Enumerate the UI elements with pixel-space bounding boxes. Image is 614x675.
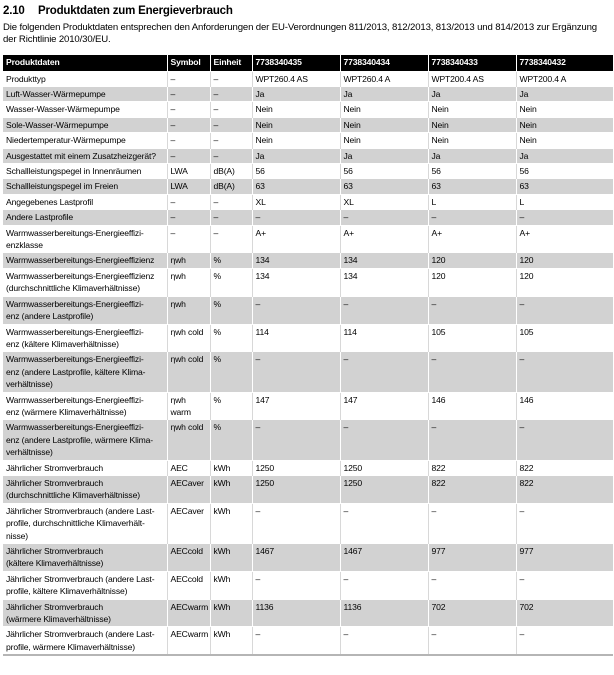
product-value-3: 977 xyxy=(428,544,516,572)
product-value-4: – xyxy=(516,210,613,225)
product-value-1: – xyxy=(252,571,340,599)
product-row-label: Produkttyp xyxy=(3,71,167,86)
product-value-4: – xyxy=(516,503,613,543)
table-body xyxy=(3,71,613,655)
product-value-1: 63 xyxy=(252,179,340,194)
product-value-4: 977 xyxy=(516,544,613,572)
product-value-3: 120 xyxy=(428,253,516,268)
product-value-2: 147 xyxy=(340,392,428,420)
product-value-2: WPT260.4 A xyxy=(340,71,428,86)
product-value-2: – xyxy=(340,503,428,543)
table-row xyxy=(3,148,613,163)
product-value-1: Nein xyxy=(252,117,340,132)
product-value-1: 114 xyxy=(252,324,340,352)
product-row-label: Ausgestattet mit einem Zusatzheizgerät? xyxy=(3,148,167,163)
product-row-symbol: AECcold xyxy=(167,571,210,599)
product-row-label: Warmwasserbereitungs-Energieeffizi- enz (andere Lastprofile) xyxy=(3,296,167,324)
product-value-2: 1250 xyxy=(340,475,428,503)
product-value-3: – xyxy=(428,352,516,392)
product-row-unit: – xyxy=(210,194,252,209)
product-value-1: – xyxy=(252,420,340,460)
product-value-1: Nein xyxy=(252,133,340,148)
product-value-1: Ja xyxy=(252,87,340,102)
product-row-unit: % xyxy=(210,420,252,460)
product-value-3: – xyxy=(428,627,516,655)
product-value-2: 134 xyxy=(340,253,428,268)
product-row-unit: – xyxy=(210,117,252,132)
product-row-label: Angegebenes Lastprofil xyxy=(3,194,167,209)
table-row xyxy=(3,571,613,599)
product-value-3: 702 xyxy=(428,599,516,627)
product-row-symbol: ηwh xyxy=(167,296,210,324)
product-row-symbol: AEC xyxy=(167,460,210,475)
product-value-3: – xyxy=(428,503,516,543)
product-row-symbol: – xyxy=(167,133,210,148)
product-value-1: – xyxy=(252,352,340,392)
product-value-3: – xyxy=(428,420,516,460)
product-value-3: Ja xyxy=(428,148,516,163)
product-value-2: 134 xyxy=(340,268,428,296)
product-row-symbol: AECwarm xyxy=(167,599,210,627)
product-row-label: Andere Lastprofile xyxy=(3,210,167,225)
product-value-3: 146 xyxy=(428,392,516,420)
product-value-2: 1250 xyxy=(340,460,428,475)
product-value-4: 56 xyxy=(516,164,613,179)
table-row xyxy=(3,475,613,503)
product-value-2: Ja xyxy=(340,87,428,102)
product-row-label: Jährlicher Stromverbrauch (andere Last- profile, durchschnittliche Klimaverhält- nisse) xyxy=(3,503,167,543)
product-row-label: Jährlicher Stromverbrauch (durchschnittliche Klimaverhältnisse) xyxy=(3,475,167,503)
product-value-4: 120 xyxy=(516,268,613,296)
table-row xyxy=(3,102,613,117)
product-data-table xyxy=(3,55,613,657)
table-header-row xyxy=(3,55,613,72)
table-row xyxy=(3,253,613,268)
product-row-unit: kWh xyxy=(210,571,252,599)
product-value-3: 120 xyxy=(428,268,516,296)
product-value-4: – xyxy=(516,571,613,599)
product-row-unit: – xyxy=(210,148,252,163)
table-row xyxy=(3,627,613,655)
product-row-symbol: – xyxy=(167,148,210,163)
intro-paragraph: Die folgenden Produktdaten entsprechen den Anforderungen der EU-Verordnungen 811/2013, 812/2013, 813/2013 und 814/2013 zur Ergänzung der Richtlinie 2010/30/EU. xyxy=(3,22,597,45)
product-row-unit: % xyxy=(210,268,252,296)
product-row-unit: – xyxy=(210,210,252,225)
product-value-1: A+ xyxy=(252,225,340,253)
product-row-symbol: AECaver xyxy=(167,475,210,503)
product-value-2: 1136 xyxy=(340,599,428,627)
product-value-3: – xyxy=(428,571,516,599)
product-value-1: Ja xyxy=(252,148,340,163)
product-row-label: Wasser-Wasser-Wärmepumpe xyxy=(3,102,167,117)
product-value-1: – xyxy=(252,503,340,543)
product-value-2: A+ xyxy=(340,225,428,253)
product-value-1: – xyxy=(252,210,340,225)
product-value-1: 1136 xyxy=(252,599,340,627)
product-row-symbol: AECwarm xyxy=(167,627,210,655)
product-value-4: Nein xyxy=(516,102,613,117)
product-value-2: 114 xyxy=(340,324,428,352)
product-value-2: XL xyxy=(340,194,428,209)
product-value-1: 147 xyxy=(252,392,340,420)
product-row-unit: – xyxy=(210,133,252,148)
product-row-symbol: ηwh cold xyxy=(167,324,210,352)
product-row-label: Schallleistungspegel in Innenräumen xyxy=(3,164,167,179)
page-title: Produktdaten zum Energieverbrauch xyxy=(38,5,233,17)
section-heading xyxy=(3,5,612,17)
product-row-unit: – xyxy=(210,87,252,102)
product-value-4: WPT200.4 A xyxy=(516,71,613,86)
product-row-label: Jährlicher Stromverbrauch (andere Last- profile, wärmere Klimaverhältnisse) xyxy=(3,627,167,655)
product-value-2: 63 xyxy=(340,179,428,194)
product-value-2: – xyxy=(340,296,428,324)
col-header-symbol: Symbol xyxy=(167,55,210,72)
product-row-label: Warmwasserbereitungs-Energieeffizi- enz (andere Lastprofile, kältere Klima- verhältnisse) xyxy=(3,352,167,392)
product-row-unit: % xyxy=(210,296,252,324)
product-row-label: Jährlicher Stromverbrauch xyxy=(3,460,167,475)
product-row-label: Warmwasserbereitungs-Energieeffizi- enz (kältere Klimaverhältnisse) xyxy=(3,324,167,352)
product-row-symbol: – xyxy=(167,87,210,102)
product-value-3: – xyxy=(428,210,516,225)
table-row xyxy=(3,324,613,352)
product-row-symbol: ηwh cold xyxy=(167,420,210,460)
product-row-unit: kWh xyxy=(210,475,252,503)
product-row-symbol: ηwh xyxy=(167,253,210,268)
product-row-unit: kWh xyxy=(210,503,252,543)
product-row-symbol: AECaver xyxy=(167,503,210,543)
product-value-2: Nein xyxy=(340,102,428,117)
product-value-4: A+ xyxy=(516,225,613,253)
product-value-4: L xyxy=(516,194,613,209)
product-row-label: Warmwasserbereitungs-Energieeffizi- enz (wärmere Klimaverhältnisse) xyxy=(3,392,167,420)
table-row xyxy=(3,71,613,86)
product-value-4: 120 xyxy=(516,253,613,268)
table-row xyxy=(3,87,613,102)
product-value-2: 56 xyxy=(340,164,428,179)
product-row-symbol: LWA xyxy=(167,179,210,194)
col-header-article-1: 7738340435 xyxy=(252,55,340,72)
product-row-label: Warmwasserbereitungs-Energieeffizi- enzklasse xyxy=(3,225,167,253)
product-row-symbol: – xyxy=(167,225,210,253)
table-row xyxy=(3,352,613,392)
product-row-symbol: AECcold xyxy=(167,544,210,572)
product-row-symbol: – xyxy=(167,117,210,132)
product-value-1: 1250 xyxy=(252,460,340,475)
product-row-label: Warmwasserbereitungs-Energieeffizi- enz (andere Lastprofile, wärmere Klima- verhältnisse) xyxy=(3,420,167,460)
product-value-3: – xyxy=(428,296,516,324)
product-row-label: Niedertemperatur-Wärmepumpe xyxy=(3,133,167,148)
product-value-4: – xyxy=(516,296,613,324)
col-header-article-3: 7738340433 xyxy=(428,55,516,72)
product-row-unit: kWh xyxy=(210,599,252,627)
product-value-3: Ja xyxy=(428,87,516,102)
product-value-4: 822 xyxy=(516,475,613,503)
product-row-unit: % xyxy=(210,324,252,352)
product-row-unit: dB(A) xyxy=(210,164,252,179)
product-row-symbol: ηwh warm xyxy=(167,392,210,420)
product-row-symbol: – xyxy=(167,102,210,117)
product-row-symbol: – xyxy=(167,194,210,209)
product-value-2: – xyxy=(340,571,428,599)
product-row-label: Jährlicher Stromverbrauch (wärmere Klimaverhältnisse) xyxy=(3,599,167,627)
product-value-2: Nein xyxy=(340,117,428,132)
product-value-1: Nein xyxy=(252,102,340,117)
product-value-3: WPT200.4 AS xyxy=(428,71,516,86)
table-row xyxy=(3,392,613,420)
product-value-1: – xyxy=(252,296,340,324)
product-value-3: L xyxy=(428,194,516,209)
product-row-unit: kWh xyxy=(210,627,252,655)
product-value-4: 63 xyxy=(516,179,613,194)
product-value-1: 134 xyxy=(252,268,340,296)
product-value-4: – xyxy=(516,627,613,655)
product-value-4: 822 xyxy=(516,460,613,475)
table-row xyxy=(3,210,613,225)
product-value-3: 822 xyxy=(428,475,516,503)
product-row-label: Jährlicher Stromverbrauch (andere Last- profile, kältere Klimaverhältnisse) xyxy=(3,571,167,599)
product-value-3: A+ xyxy=(428,225,516,253)
table-row xyxy=(3,268,613,296)
product-value-3: 105 xyxy=(428,324,516,352)
product-row-label: Sole-Wasser-Wärmepumpe xyxy=(3,117,167,132)
product-value-4: Nein xyxy=(516,133,613,148)
product-row-unit: – xyxy=(210,71,252,86)
product-value-2: – xyxy=(340,627,428,655)
product-value-4: 105 xyxy=(516,324,613,352)
product-row-label: Luft-Wasser-Wärmepumpe xyxy=(3,87,167,102)
product-row-label: Schallleistungspegel im Freien xyxy=(3,179,167,194)
product-value-1: – xyxy=(252,627,340,655)
product-value-3: 63 xyxy=(428,179,516,194)
product-value-1: 134 xyxy=(252,253,340,268)
table-row xyxy=(3,133,613,148)
table-row xyxy=(3,503,613,543)
product-row-symbol: – xyxy=(167,210,210,225)
product-value-4: 146 xyxy=(516,392,613,420)
product-value-2: Nein xyxy=(340,133,428,148)
product-row-label: Warmwasserbereitungs-Energieeffizienz (durchschnittliche Klimaverhältnisse) xyxy=(3,268,167,296)
table-row xyxy=(3,179,613,194)
table-row xyxy=(3,296,613,324)
table-row xyxy=(3,164,613,179)
product-row-unit: % xyxy=(210,392,252,420)
product-value-3: 822 xyxy=(428,460,516,475)
product-value-1: 56 xyxy=(252,164,340,179)
product-row-symbol: LWA xyxy=(167,164,210,179)
table-row xyxy=(3,117,613,132)
product-row-unit: – xyxy=(210,225,252,253)
table-row xyxy=(3,194,613,209)
col-header-produktdaten: Produktdaten xyxy=(3,55,167,72)
product-value-3: Nein xyxy=(428,133,516,148)
product-value-3: 56 xyxy=(428,164,516,179)
product-row-label: Warmwasserbereitungs-Energieeffizienz xyxy=(3,253,167,268)
table-row xyxy=(3,460,613,475)
product-value-2: – xyxy=(340,352,428,392)
table-row xyxy=(3,420,613,460)
product-value-4: Ja xyxy=(516,87,613,102)
section-number: 2.10 xyxy=(3,5,25,17)
product-row-unit: dB(A) xyxy=(210,179,252,194)
product-row-symbol: ηwh cold xyxy=(167,352,210,392)
product-row-symbol: – xyxy=(167,71,210,86)
table-row xyxy=(3,599,613,627)
product-row-unit: % xyxy=(210,352,252,392)
product-row-symbol: ηwh xyxy=(167,268,210,296)
product-value-1: XL xyxy=(252,194,340,209)
product-value-1: 1250 xyxy=(252,475,340,503)
product-value-2: 1467 xyxy=(340,544,428,572)
product-row-unit: kWh xyxy=(210,544,252,572)
col-header-article-4: 7738340432 xyxy=(516,55,613,72)
product-value-3: Nein xyxy=(428,102,516,117)
product-value-4: – xyxy=(516,420,613,460)
col-header-article-2: 7738340434 xyxy=(340,55,428,72)
product-value-4: Nein xyxy=(516,117,613,132)
product-value-2: – xyxy=(340,420,428,460)
product-value-2: – xyxy=(340,210,428,225)
product-value-1: 1467 xyxy=(252,544,340,572)
product-row-label: Jährlicher Stromverbrauch (kältere Klimaverhältnisse) xyxy=(3,544,167,572)
table-row xyxy=(3,544,613,572)
product-value-4: 702 xyxy=(516,599,613,627)
col-header-einheit: Einheit xyxy=(210,55,252,72)
product-value-3: Nein xyxy=(428,117,516,132)
product-row-unit: – xyxy=(210,102,252,117)
product-value-1: WPT260.4 AS xyxy=(252,71,340,86)
product-value-4: Ja xyxy=(516,148,613,163)
product-row-unit: kWh xyxy=(210,460,252,475)
table-row xyxy=(3,225,613,253)
product-value-2: Ja xyxy=(340,148,428,163)
product-value-4: – xyxy=(516,352,613,392)
product-row-unit: % xyxy=(210,253,252,268)
